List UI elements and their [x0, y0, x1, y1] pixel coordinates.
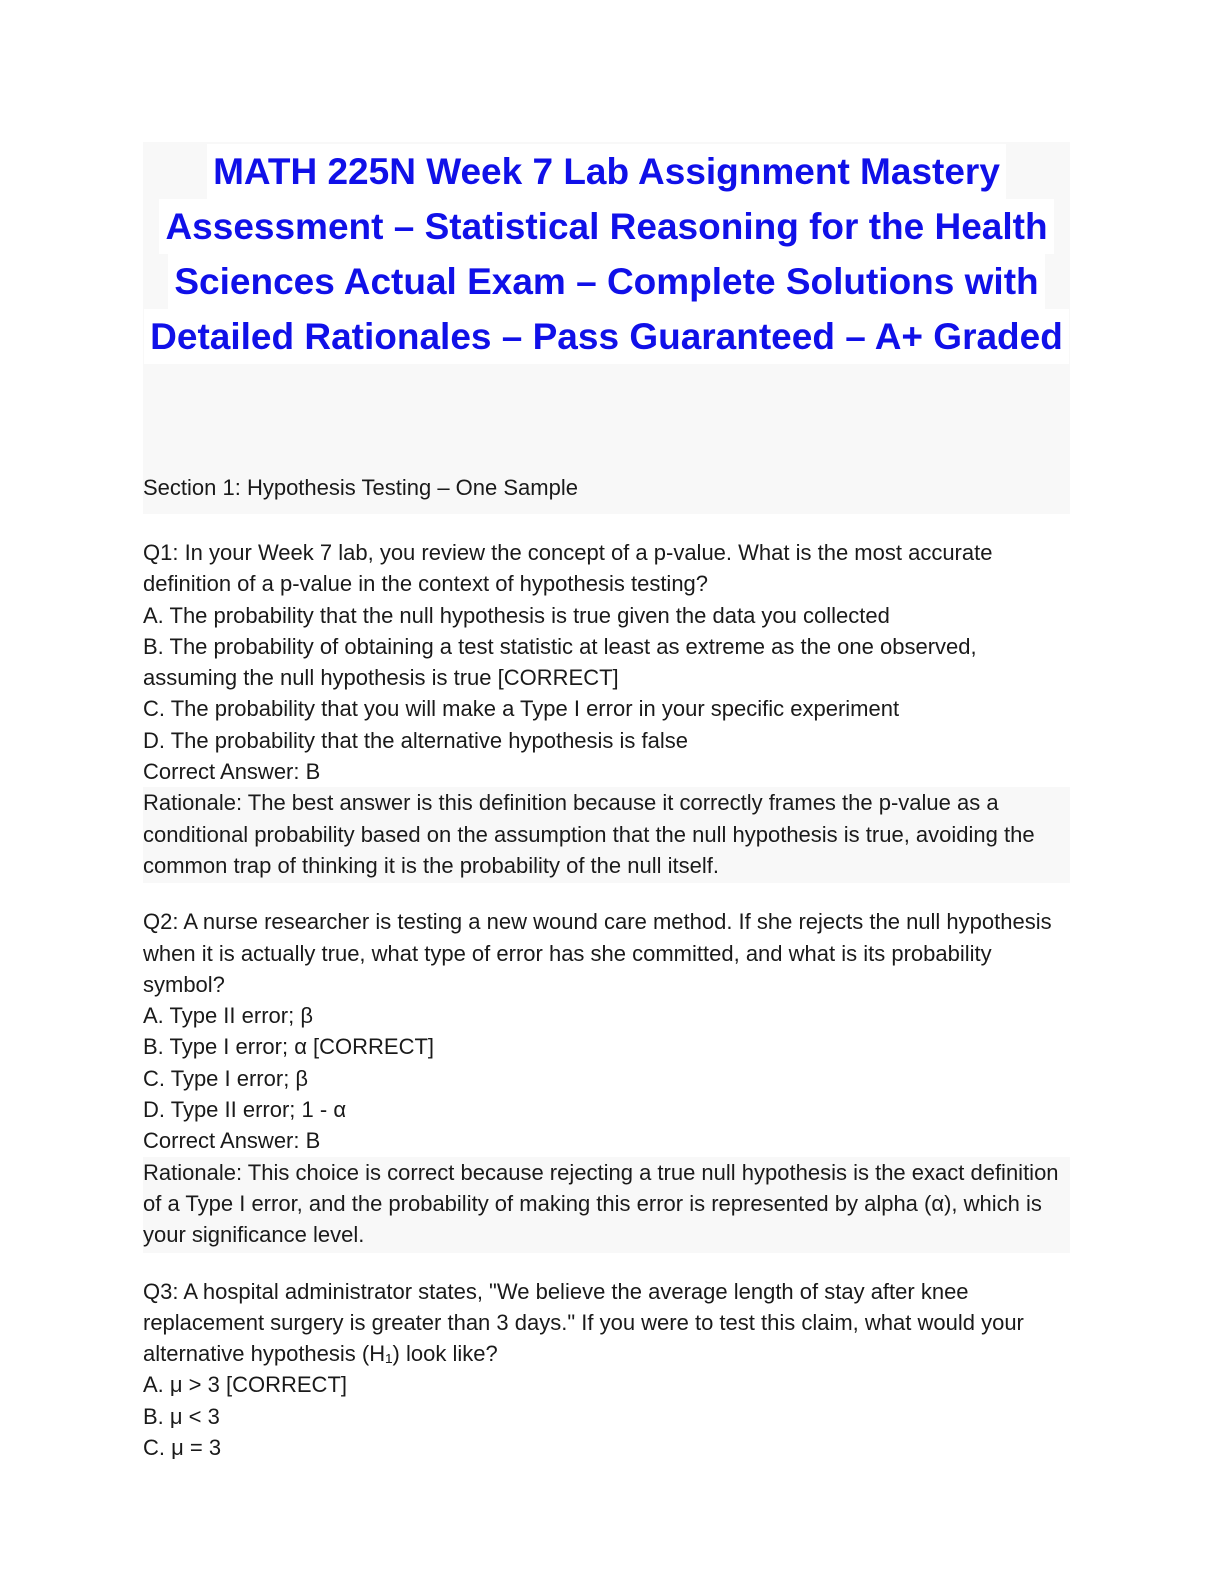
- answer-option: C. The probability that you will make a Type I error in your specific experiment: [143, 696, 900, 722]
- answer-option: C. μ = 3: [143, 1435, 222, 1461]
- answer-option: A. μ > 3 [CORRECT]: [143, 1372, 347, 1398]
- correct-answer: Correct Answer: B: [143, 1128, 321, 1154]
- title-line: Detailed Rationales – Pass Guaranteed – A+ Graded: [144, 309, 1069, 364]
- title-line: MATH 225N Week 7 Lab Assignment Mastery: [207, 144, 1006, 199]
- section-heading: Section 1: Hypothesis Testing – One Sample: [143, 472, 1070, 514]
- question-stem: Q1: In your Week 7 lab, you review the concept of a p-value. What is the most accurate definition of a p-value in the context of hypothesis testing?: [143, 540, 993, 597]
- question-stem: Q2: A nurse researcher is testing a new wound care method. If she rejects the null hypothesis when it is actually true, what type of error has she committed, and what is its probability symbol?: [143, 909, 1052, 997]
- answer-option: D. Type II error; 1 - α: [143, 1097, 347, 1123]
- answer-option: D. The probability that the alternative hypothesis is false: [143, 727, 689, 753]
- question-2: [143, 906, 1070, 1252]
- answer-option: B. The probability of obtaining a test statistic at least as extreme as the one observed, assuming the null hypothesis is true [CORRECT]: [143, 633, 977, 691]
- question-3: [143, 1276, 1070, 1464]
- answer-option: A. The probability that the null hypothesis is true given the data you collected: [143, 602, 890, 628]
- title-block: [143, 142, 1070, 472]
- question-1: [143, 537, 1070, 883]
- answer-option: A. Type II error; β: [143, 1003, 313, 1029]
- document-title: [143, 142, 1070, 364]
- answer-option: B. Type I error; α [CORRECT]: [143, 1034, 435, 1060]
- answer-option: B. μ < 3: [143, 1403, 220, 1429]
- title-line: Sciences Actual Exam – Complete Solutions with: [168, 254, 1044, 309]
- correct-answer: Correct Answer: B: [143, 759, 321, 785]
- title-line: Assessment – Statistical Reasoning for the Health: [159, 199, 1053, 254]
- rationale: Rationale: This choice is correct because rejecting a true null hypothesis is the exact definition of a Type I error, and the probability of making this error is represented by alpha (α), which is your significance level.: [143, 1157, 1070, 1253]
- document-page: [143, 142, 1070, 1463]
- question-stem: Q3: A hospital administrator states, "We believe the average length of stay after knee replacement surgery is greater than 3 days." If you were to test this claim, what would your alternative hypothesis (H₁) look like?: [143, 1278, 1024, 1367]
- answer-option: C. Type I error; β: [143, 1065, 309, 1091]
- rationale: Rationale: The best answer is this definition because it correctly frames the p-value as a conditional probability based on the assumption that the null hypothesis is true, avoiding the common trap of thinking it is the probability of the null itself.: [143, 787, 1070, 883]
